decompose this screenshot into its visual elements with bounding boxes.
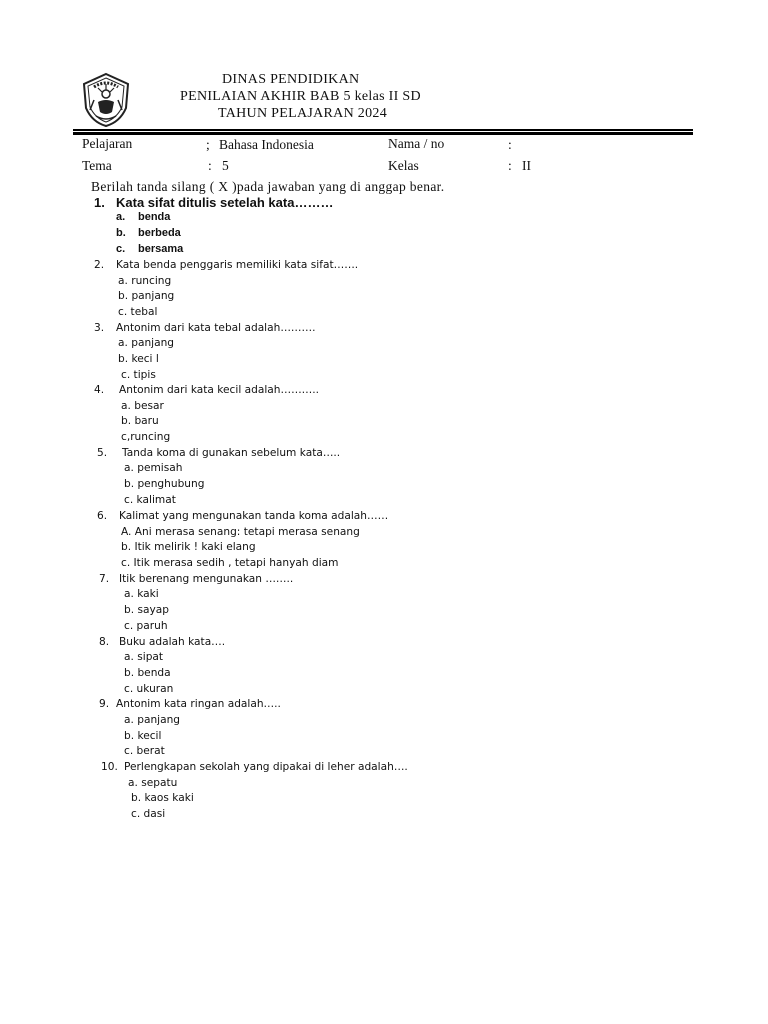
question-2-option-c: c. tebal xyxy=(118,306,158,318)
question-5-number: 5. xyxy=(97,447,108,459)
question-7-number: 7. xyxy=(99,573,110,585)
nama-label: Nama / no xyxy=(388,136,445,151)
question-8-option-c: c. ukuran xyxy=(124,683,174,695)
pelajaran-label: Pelajaran xyxy=(82,136,133,151)
pelajaran-separator: ; xyxy=(206,137,210,152)
question-4-option-a: a. besar xyxy=(121,400,164,412)
question-7-option-a: a. kaki xyxy=(124,588,159,600)
question-1-option-a: benda xyxy=(138,211,171,223)
nama-separator: : xyxy=(508,137,512,152)
question-1-option-b: berbeda xyxy=(138,227,181,239)
question-10-number: 10. xyxy=(101,761,118,773)
question-4-option-b: b. baru xyxy=(121,415,159,427)
kelas-label: Kelas xyxy=(388,158,419,173)
question-9-text: Antonim kata ringan adalah….. xyxy=(116,698,281,710)
header-exam-title: PENILAIAN AKHIR BAB 5 kelas II SD xyxy=(180,89,421,104)
question-6-option-c: c. Itik merasa sedih , tetapi hanyah diam xyxy=(121,557,339,569)
question-7-option-c: c. paruh xyxy=(124,620,168,632)
pelajaran-value: Bahasa Indonesia xyxy=(219,137,314,152)
question-7-option-b: b. sayap xyxy=(124,604,169,616)
tema-label: Tema xyxy=(82,158,112,173)
question-3-option-a: a. panjang xyxy=(118,337,175,349)
question-6-number: 6. xyxy=(97,510,108,522)
question-5-option-a: a. pemisah xyxy=(124,462,183,474)
instruction: Berilah tanda silang ( X )pada jawaban yang di anggap benar. xyxy=(91,179,445,194)
question-9-option-c: c. berat xyxy=(124,745,165,757)
question-1-option-c: bersama xyxy=(138,243,184,255)
question-5-option-b: b. penghubung xyxy=(124,478,205,490)
question-2-option-a: a. runcing xyxy=(118,275,172,287)
question-6-text: Kalimat yang mengunakan tanda koma adalah…… xyxy=(119,510,389,522)
question-2-text: Kata benda penggaris memiliki kata sifat……. xyxy=(116,259,359,271)
question-3-number: 3. xyxy=(94,322,105,334)
question-6-option-a: A. Ani merasa senang: tetapi merasa senang xyxy=(121,526,360,538)
question-7-text: Itik berenang mengunakan …….. xyxy=(119,573,294,585)
question-4-option-c: c,runcing xyxy=(121,431,171,443)
question-1-option-a-letter: a. xyxy=(116,211,126,223)
kelas-separator: : xyxy=(508,158,512,173)
question-4-number: 4. xyxy=(94,384,105,396)
question-9-option-b: b. kecil xyxy=(124,730,162,742)
question-5-text: Tanda koma di gunakan sebelum kata….. xyxy=(122,447,341,459)
header-divider-thick xyxy=(73,132,693,135)
question-3-option-b: b. keci l xyxy=(118,353,159,365)
question-9-number: 9. xyxy=(99,698,110,710)
question-6-option-b: b. Itik melirik ! kaki elang xyxy=(121,541,256,553)
question-9-option-a: a. panjang xyxy=(124,714,181,726)
tut-wuri-handayani-logo xyxy=(80,72,132,128)
question-10-option-c: c. dasi xyxy=(131,808,166,820)
question-10-option-b: b. kaos kaki xyxy=(131,792,194,804)
header-divider xyxy=(73,129,693,131)
question-1-option-b-letter: b. xyxy=(116,227,126,239)
question-2-number: 2. xyxy=(94,259,105,271)
question-4-text: Antonim dari kata kecil adalah……….. xyxy=(119,384,320,396)
question-1-text: Kata sifat ditulis setelah kata……… xyxy=(116,195,334,210)
tema-value: 5 xyxy=(222,158,229,173)
tema-separator: : xyxy=(208,158,212,173)
question-1-option-c-letter: c. xyxy=(116,243,126,255)
question-2-option-b: b. panjang xyxy=(118,290,175,302)
kelas-value: II xyxy=(522,158,531,173)
question-8-option-b: b. benda xyxy=(124,667,171,679)
header-agency: DINAS PENDIDIKAN xyxy=(222,72,360,87)
question-1-number: 1. xyxy=(94,195,105,210)
header-school-year: TAHUN PELAJARAN 2024 xyxy=(218,106,387,121)
question-10-text: Perlengkapan sekolah yang dipakai di leher adalah…. xyxy=(124,761,408,773)
question-8-option-a: a. sipat xyxy=(124,651,164,663)
question-3-text: Antonim dari kata tebal adalah………. xyxy=(116,322,316,334)
question-3-option-c: c. tipis xyxy=(121,369,156,381)
question-5-option-c: c. kalimat xyxy=(124,494,176,506)
question-10-option-a: a. sepatu xyxy=(128,777,178,789)
question-8-text: Buku adalah kata…. xyxy=(119,636,226,648)
question-8-number: 8. xyxy=(99,636,110,648)
